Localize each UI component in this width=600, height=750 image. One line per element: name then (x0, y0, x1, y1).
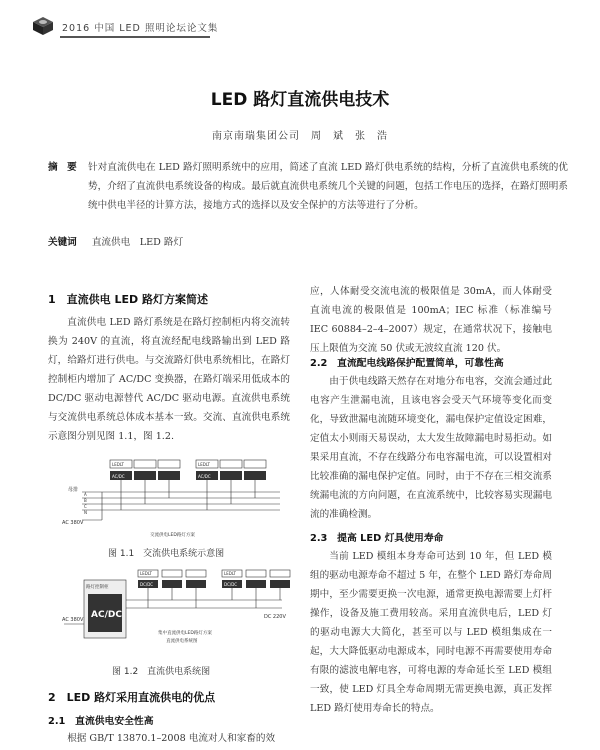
phase-n: N (84, 510, 87, 515)
abstract (48, 158, 568, 215)
abstract-label: 摘 要 (48, 162, 77, 173)
subsection-2-3-title: 2.3 提高 LED 灯具使用寿命 (310, 533, 444, 544)
figure-1-1-caption: 图 1.1 交流供电系统示意图 (108, 549, 225, 559)
section-1-paragraph: 直流供电 LED 路灯系统是在路灯控制柜内将交流转换为 240V 的直流，将直流经配电线路输出到 LED 路灯，给路灯进行供电。与交流路灯供电系统相比，在路灯控制柜内增加了 AC/DC 变换器，在路灯端采用低成本的 DC/DC 驱动电源替代 AC/DC 驱动电源。直流供电系统与交流供电系统总体成本基本一致。交流、直流供电系统示意图分别见图 1.1，图 1.2. (48, 317, 290, 442)
lamp-label-2: LEDLT (198, 462, 210, 467)
keywords-label: 关键词 (48, 237, 77, 248)
paper-title: LED 路灯直流供电技术 (210, 90, 390, 110)
dc-lamp-label: LEDLT (140, 571, 152, 576)
header-rule (60, 36, 210, 38)
phase-c: C (84, 504, 87, 509)
right-column-intro-text: 应，人体耐受交流电流的极限值是 30mA，而人体耐受直流电流的极限值是 100mA；IEC 标准（标准编号 IEC 60884–2–4–2007）规定，在通常状况下，接触电压上限值为交流 50 伏或无波纹直流 120 伏。 (310, 286, 552, 354)
subsection-2-2-title: 2.2 直流配电线路保护配置简单，可靠性高 (310, 358, 504, 369)
dc-driver-label-2: DC/DC (224, 582, 238, 587)
right-column-intro (310, 282, 552, 358)
phase-a: A (84, 492, 87, 497)
abstract-text: 针对直流供电在 LED 路灯照明系统中的应用，简述了直流 LED 路灯供电系统的结构，分析了直流供电系统的优势，介绍了直流供电系统设备的构成。最后就直流供电系统几个关键的问题，包括工作电压的选择，在路灯照明系统中供电半径的计算方法，接地方式的选择以及安全保护的方法等进行了分析。 (88, 162, 568, 211)
dc-ac-input-label: AC 380V (62, 617, 84, 623)
figure-1-2-diagram (62, 566, 294, 658)
dc-scheme-label: 集中直流供电LED路灯方案 (158, 631, 212, 636)
section-1-body (48, 313, 290, 446)
dc-sub-label: 直流供电系统图 (166, 639, 198, 644)
cabinet-label: 路灯控制柜 (86, 585, 109, 590)
dc-driver-label: DC/DC (140, 582, 154, 587)
subsection-2-2-body (310, 372, 552, 524)
dc-output-label: DC 220V (264, 614, 286, 620)
driver-label-2: AC/DC (198, 474, 211, 479)
subsection-2-1-title: 2.1 直流供电安全性高 (48, 716, 154, 727)
journal-name: 2016 中国 LED 照明论坛论文集 (62, 23, 219, 34)
converter-label: AC/DC (91, 610, 122, 620)
section-1-title: 1 直流供电 LED 路灯方案简述 (48, 293, 208, 306)
subsection-2-1-text: 根据 GB/T 13870.1–2008 电流对人和家畜的效 (67, 733, 276, 744)
bus-label: 母排 (68, 487, 79, 493)
phase-b: B (84, 498, 87, 503)
figure-1-1-diagram (62, 458, 290, 542)
subsection-2-3-body (310, 547, 552, 718)
bus-lines (82, 480, 280, 520)
subsection-2-2-text: 由于供电线路天然存在对地分布电容，交流会通过此电容产生泄漏电流，且该电容会受天气环境等变化而变化，导致泄漏电流随环境变化，漏电保护定值设定困难，定值太小则雨天易误动，太大发生故障漏电时易拒动。如果采用直流，不存在线路分布电容漏电流，可以设置相对比较准确的漏电保护定值。同时，由于不存在三相交流系统漏电流的方向问题，在直流系统中，比较容易实现漏电流的准确检测。 (310, 376, 552, 520)
ac-input-label: AC 380V (62, 520, 84, 526)
scheme-label: 交流供电LED路灯方案 (150, 533, 195, 538)
running-header (28, 14, 219, 40)
lamp-label: LEDLT (112, 462, 124, 467)
keywords-text: 直流供电 LED 路灯 (91, 237, 184, 248)
subsection-2-3-text: 当前 LED 模组本身寿命可达到 10 年，但 LED 模组的驱动电源寿命不超过 5 年，在整个 LED 路灯寿命周期中，至少需要更换一次电源，通常更换电源需要上灯杆操作，设备及施工费用较高。采用直流供电后，LED 灯的驱动电源大大简化，甚至可以与 LED 模组集成在一起，大大降低驱动电源成本，同时电源不再需要使用寿命有限的滤波电解电容，可将电源的寿命延长至 LED 模组一致，使 LED 灯具全寿命周期无需更换电源，真正发挥 LED 路灯使用寿命长的特点。 (310, 551, 552, 714)
led-chip-icon (30, 14, 56, 38)
subsection-2-1-body (48, 729, 290, 748)
author-affiliation: 南京南瑞集团公司 周 斌 张 浩 (212, 131, 388, 142)
driver-label: AC/DC (112, 474, 125, 479)
dc-lamp-label-2: LEDLT (224, 571, 236, 576)
section-2-title: 2 LED 路灯采用直流供电的优点 (48, 691, 216, 704)
figure-1-2-caption: 图 1.2 直流供电系统图 (112, 667, 211, 677)
keywords (48, 234, 183, 248)
